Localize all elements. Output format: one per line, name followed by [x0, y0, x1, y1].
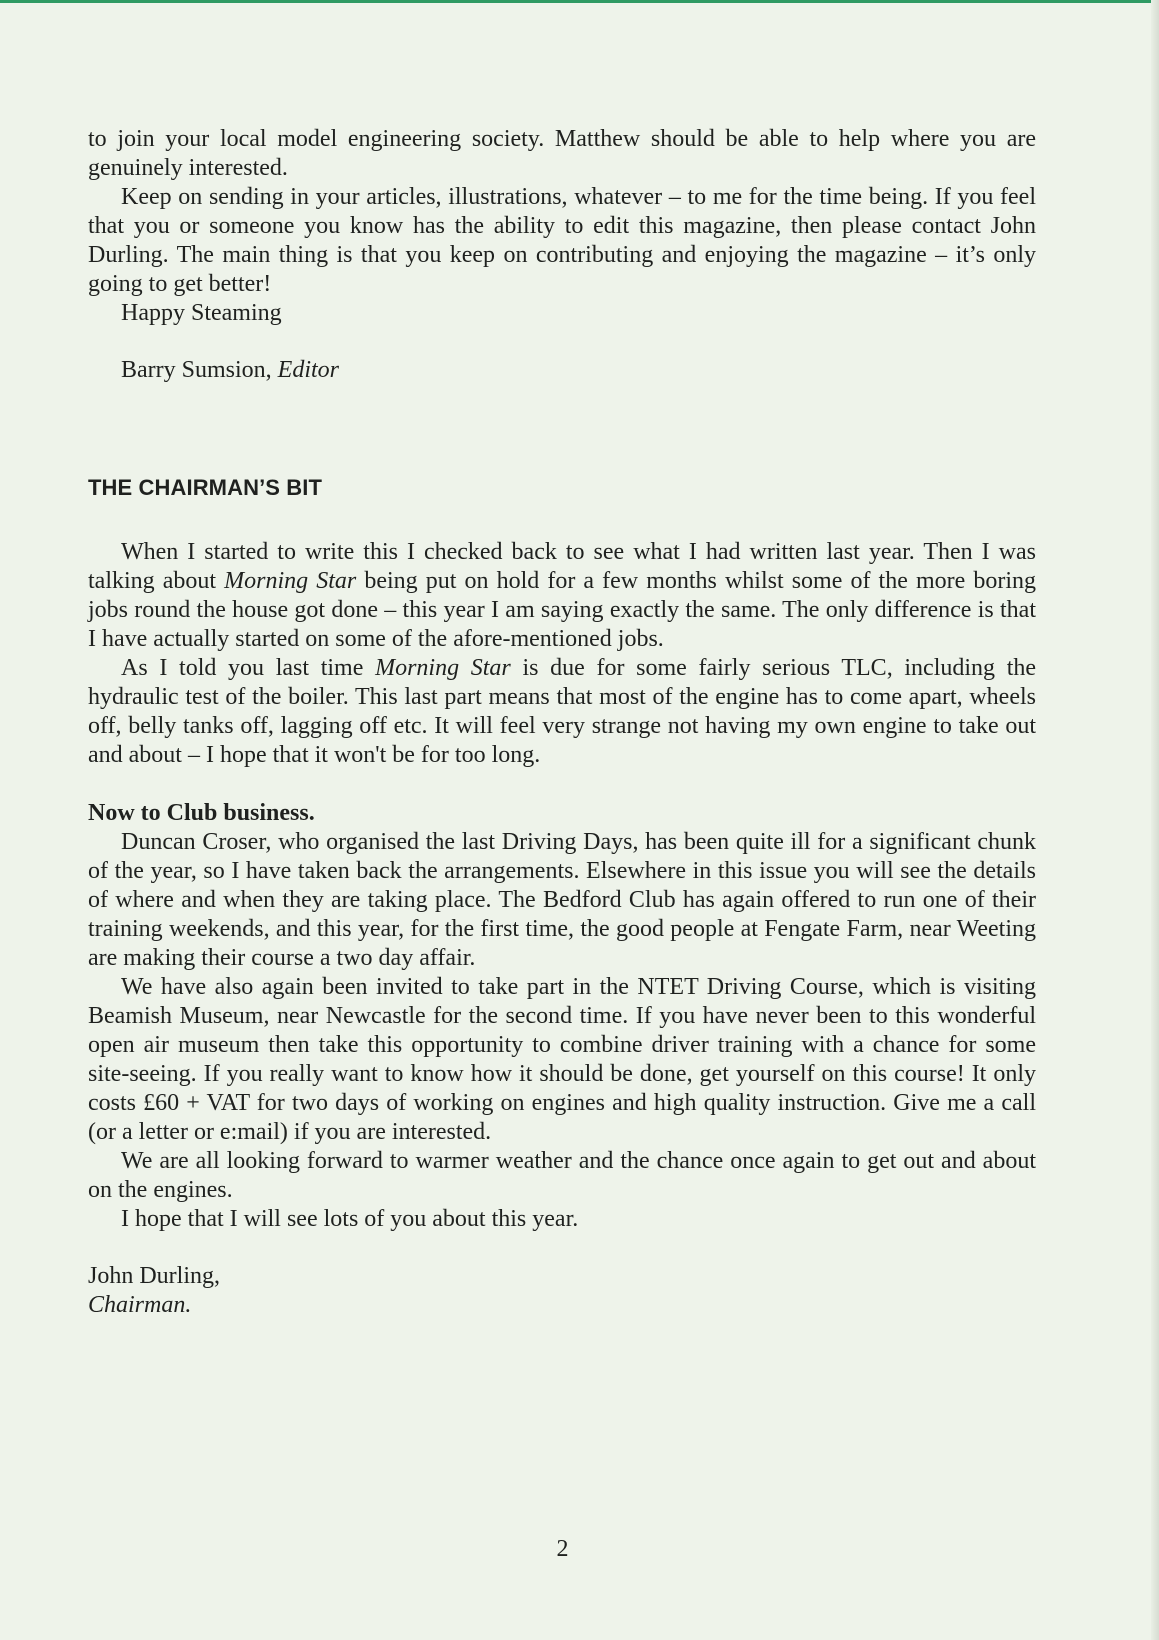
club-paragraph-3: We are all looking forward to warmer weather and the chance once again to get out and about on the engines. [88, 1148, 1036, 1203]
chairman-paragraph-2-text-b: is due for some fairly serious TLC, including the hydraulic test of the boiler. This last part means that most of the engine has to come apart, wheels off, belly tanks off, lagging off etc. It will feel very strange not having my own engine to take out and about – I hope that it won't be for too long. [88, 655, 1037, 768]
editor-section [88, 125, 1036, 385]
club-paragraph-2: We have also again been invited to take part in the NTET Driving Course, which is visiting Beamish Museum, near Newcastle for the second time. If you have never been to this wonderful open air museum then take this opportunity to combine driver training with a chance for some site-seeing. If you really want to know how it should be done, get yourself on this course! It only costs £60 + VAT for two days of working on engines and high quality instruction. Give me a call (or a letter or e:mail) if you are interested. [88, 974, 1036, 1145]
chairman-heading: THE CHAIRMAN’S BIT [88, 475, 323, 500]
editor-role: Editor [277, 357, 340, 383]
chairman-signature-role [88, 1291, 1036, 1320]
chairman-paragraph-1 [88, 538, 1036, 654]
editor-signature [88, 356, 1036, 385]
club-paragraph-1: Duncan Croser, who organised the last Driving Days, has been quite ill for a significant chunk of the year, so I have taken back the arrangements. Elsewhere in this issue you will see the details of where and when they are taking place. The Bedford Club has again offered to run one of their training weekends, and this year, for the first time, the good people at Fengate Farm, near Weeting are making their course a two day affair. [88, 829, 1036, 971]
morning-star-title: Morning Star [375, 655, 511, 681]
chairman-signature-name: John Durling, [88, 1263, 220, 1289]
chairman-paragraph-1-text-b: being put on hold for a few months whilst some of the more boring jobs round the house got done – this year I am saying exactly the same. The only difference is that I have actually started on some of the afore-mentioned jobs. [88, 568, 1036, 652]
editor-paragraph-2: Keep on sending in your articles, illustrations, whatever – to me for the time being. If you feel that you or someone you know has the ability to edit this magazine, then please contact John Durling. The main thing is that you keep on contributing and enjoying the magazine – it’s only going to get better! [88, 184, 1036, 297]
club-business-subheading: Now to Club business. [88, 800, 315, 826]
editor-paragraph-1: to join your local model engineering society. Matthew should be able to help where you are genuinely interested. [88, 126, 1036, 181]
chairman-section [88, 473, 1036, 1320]
page-number: 2 [556, 1536, 569, 1562]
chairman-paragraph-2-text-a: As I told you last time [121, 655, 364, 681]
chairman-paragraph-2 [88, 654, 1036, 770]
morning-star-title: Morning Star [224, 568, 357, 594]
page-content [88, 125, 1036, 1320]
editor-name: Barry Sumsion, [121, 357, 272, 383]
page-right-edge [1151, 0, 1159, 1640]
chairman-paragraph-1-text-a: When I started to write this I checked back to see what I had written last year. Then I was talking about [88, 539, 1036, 594]
page-top-edge [0, 0, 1159, 3]
chairman-role: Chairman. [88, 1292, 192, 1318]
editor-sign-off: Happy Steaming [121, 300, 282, 326]
club-paragraph-4: I hope that I will see lots of you about this year. [121, 1206, 579, 1232]
